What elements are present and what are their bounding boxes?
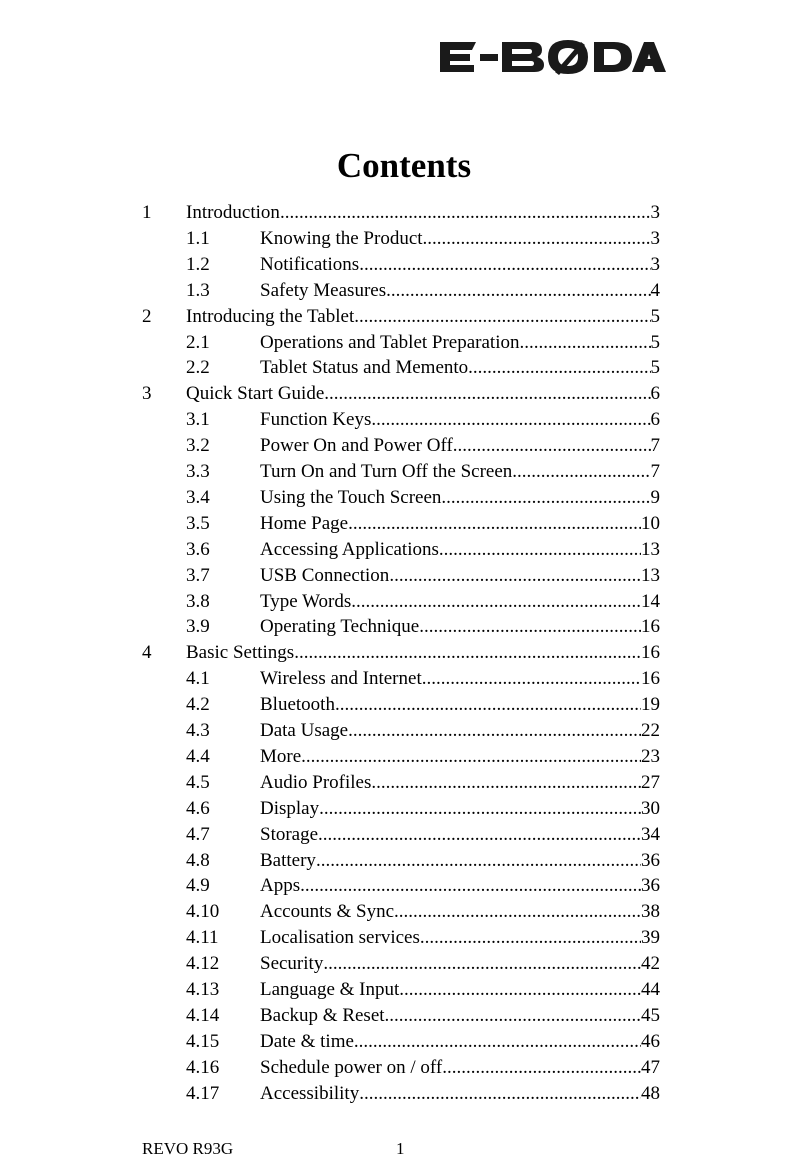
toc-entry-line bbox=[260, 873, 660, 899]
toc-entry[interactable] bbox=[0, 537, 808, 563]
toc-entry-page: 45 bbox=[641, 1005, 660, 1026]
toc-entry[interactable] bbox=[0, 640, 808, 666]
toc-entry[interactable] bbox=[0, 899, 808, 925]
toc-entry-line bbox=[260, 589, 660, 615]
toc-leader-dots bbox=[354, 1029, 641, 1055]
toc-leader-dots bbox=[348, 718, 641, 744]
toc-entry-number: 1.1 bbox=[186, 228, 210, 249]
toc-entry-page: 16 bbox=[641, 668, 660, 689]
toc-leader-dots bbox=[294, 640, 641, 666]
toc-entry-page: 38 bbox=[641, 901, 660, 922]
toc-entry[interactable] bbox=[0, 1029, 808, 1055]
toc-entry-label: Power On and Power Off bbox=[260, 435, 453, 456]
toc-entry-label: Introduction bbox=[186, 202, 280, 223]
toc-leader-dots bbox=[351, 589, 641, 615]
toc-entry[interactable] bbox=[0, 304, 808, 330]
toc-leader-dots bbox=[280, 200, 651, 226]
toc-leader-dots bbox=[399, 977, 641, 1003]
toc-entry-line bbox=[260, 355, 660, 381]
toc-entry-page: 16 bbox=[641, 642, 660, 663]
toc-leader-dots bbox=[442, 1055, 641, 1081]
toc-leader-dots bbox=[301, 744, 641, 770]
toc-entry-label: Language & Input bbox=[260, 979, 400, 1000]
toc-entry[interactable] bbox=[0, 951, 808, 977]
toc-entry-line bbox=[186, 304, 660, 330]
toc-entry-label: Audio Profiles bbox=[260, 772, 372, 793]
toc-entry-number: 4.14 bbox=[186, 1005, 220, 1026]
toc-entry-number: 4.7 bbox=[186, 824, 210, 845]
toc-entry-page: 30 bbox=[641, 798, 660, 819]
toc-entry-page: 42 bbox=[641, 953, 660, 974]
toc-entry[interactable] bbox=[0, 692, 808, 718]
toc-leader-dots bbox=[359, 1081, 641, 1107]
page-title: Contents bbox=[336, 146, 472, 185]
toc-entry-number: 4 bbox=[142, 642, 152, 663]
toc-entry-page: 3 bbox=[650, 254, 660, 275]
toc-leader-dots bbox=[389, 563, 641, 589]
toc-entry-label: Data Usage bbox=[260, 720, 349, 741]
toc-entry-label: Localisation services bbox=[260, 927, 420, 948]
toc-entry-line bbox=[260, 485, 660, 511]
toc-entry-line bbox=[260, 1055, 660, 1081]
toc-entry-line bbox=[186, 200, 660, 226]
toc-entry-label: Accounts & Sync bbox=[260, 901, 395, 922]
toc-leader-dots bbox=[324, 381, 650, 407]
toc-entry[interactable] bbox=[0, 1081, 808, 1107]
toc-entry-line bbox=[260, 822, 660, 848]
toc-entry-number: 3.2 bbox=[186, 435, 210, 456]
toc-entry-number: 4.13 bbox=[186, 979, 220, 1000]
toc-entry-label: Function Keys bbox=[260, 409, 372, 430]
toc-entry-number: 4.4 bbox=[186, 746, 210, 767]
toc-entry[interactable] bbox=[0, 718, 808, 744]
toc-leader-dots bbox=[385, 1003, 641, 1029]
toc-leader-dots bbox=[420, 925, 641, 951]
toc-entry-page: 13 bbox=[641, 539, 660, 560]
toc-entry-label: Wireless and Internet bbox=[260, 668, 422, 689]
toc-entry[interactable] bbox=[0, 355, 808, 381]
toc-entry-line bbox=[186, 640, 660, 666]
toc-entry-line bbox=[260, 666, 660, 692]
toc-entry-label: Operations and Tablet Preparation bbox=[260, 332, 520, 353]
toc-leader-dots bbox=[453, 433, 651, 459]
toc-entry-page: 44 bbox=[641, 979, 660, 1000]
toc-entry-number: 4.17 bbox=[186, 1083, 220, 1104]
toc-leader-dots bbox=[354, 304, 650, 330]
toc-entry-line bbox=[260, 407, 660, 433]
toc-entry-label: USB Connection bbox=[260, 565, 390, 586]
toc-entry[interactable] bbox=[0, 666, 808, 692]
toc-entry-page: 7 bbox=[650, 435, 660, 456]
toc-entry-page: 5 bbox=[650, 332, 660, 353]
toc-entry[interactable] bbox=[0, 330, 808, 356]
toc-leader-dots bbox=[422, 666, 641, 692]
toc-entry-number: 3.7 bbox=[186, 565, 210, 586]
toc-entry-line bbox=[260, 614, 660, 640]
toc-entry[interactable] bbox=[0, 977, 808, 1003]
toc-leader-dots bbox=[300, 873, 641, 899]
toc-entry-page: 10 bbox=[641, 513, 660, 534]
toc-entry-number: 4.16 bbox=[186, 1057, 220, 1078]
toc-entry-page: 14 bbox=[641, 591, 660, 612]
toc-entry-line bbox=[260, 899, 660, 925]
toc-entry[interactable] bbox=[0, 485, 808, 511]
toc-entry-line bbox=[260, 459, 660, 485]
toc-entry-page: 6 bbox=[650, 409, 660, 430]
toc-entry-page: 36 bbox=[641, 850, 660, 871]
toc-leader-dots bbox=[386, 278, 650, 304]
toc-entry-number: 3.4 bbox=[186, 487, 210, 508]
toc-entry-label: Quick Start Guide bbox=[186, 383, 325, 404]
toc-entry-page: 48 bbox=[641, 1083, 660, 1104]
toc-entry-line bbox=[260, 563, 660, 589]
toc-entry-page: 47 bbox=[641, 1057, 660, 1078]
toc-entry[interactable] bbox=[0, 278, 808, 304]
toc-entry-number: 2.2 bbox=[186, 357, 210, 378]
toc-entry-page: 27 bbox=[641, 772, 660, 793]
toc-entry-number: 3.8 bbox=[186, 591, 210, 612]
toc-entry-label: Date & time bbox=[260, 1031, 354, 1052]
toc-leader-dots bbox=[316, 848, 641, 874]
toc-entry-page: 16 bbox=[641, 616, 660, 637]
toc-entry[interactable] bbox=[0, 407, 808, 433]
toc-entry-line bbox=[260, 925, 660, 951]
toc-leader-dots bbox=[512, 459, 650, 485]
toc-entry[interactable] bbox=[0, 925, 808, 951]
toc-entry-line bbox=[260, 951, 660, 977]
toc-entry-number: 4.3 bbox=[186, 720, 210, 741]
toc-entry-number: 4.2 bbox=[186, 694, 210, 715]
toc-entry-number: 4.5 bbox=[186, 772, 210, 793]
toc-leader-dots bbox=[371, 407, 650, 433]
toc-entry-line bbox=[260, 718, 660, 744]
brand-logo bbox=[440, 36, 666, 78]
toc-entry[interactable] bbox=[0, 744, 808, 770]
toc-leader-dots bbox=[323, 951, 641, 977]
toc-leader-dots bbox=[371, 770, 641, 796]
toc-entry-label: Backup & Reset bbox=[260, 1005, 385, 1026]
toc-entry-label: Basic Settings bbox=[186, 642, 295, 663]
toc-leader-dots bbox=[348, 511, 641, 537]
toc-entry-label: Operating Technique bbox=[260, 616, 420, 637]
toc-entry-label: Using the Touch Screen bbox=[260, 487, 442, 508]
toc-entry-line bbox=[260, 1003, 660, 1029]
toc-entry[interactable] bbox=[0, 226, 808, 252]
toc-entry[interactable] bbox=[0, 614, 808, 640]
toc-entry-number: 4.1 bbox=[186, 668, 210, 689]
toc-entry-number: 1.2 bbox=[186, 254, 210, 275]
toc-entry-number: 3 bbox=[142, 383, 152, 404]
toc-entry-line bbox=[186, 381, 660, 407]
toc-entry-label: Safety Measures bbox=[260, 280, 387, 301]
toc-entry-number: 4.8 bbox=[186, 850, 210, 871]
toc-leader-dots bbox=[394, 899, 641, 925]
toc-entry-page: 5 bbox=[650, 306, 660, 327]
toc-leader-dots bbox=[359, 252, 650, 278]
toc-entry-page: 3 bbox=[650, 202, 660, 223]
toc-entry-page: 5 bbox=[650, 357, 660, 378]
toc-entry-page: 23 bbox=[641, 746, 660, 767]
toc-entry-page: 34 bbox=[641, 824, 660, 845]
toc-entry-number: 4.11 bbox=[186, 927, 219, 948]
toc-entry[interactable] bbox=[0, 459, 808, 485]
toc-leader-dots bbox=[441, 485, 650, 511]
toc-entry-page: 36 bbox=[641, 875, 660, 896]
toc-entry[interactable] bbox=[0, 796, 808, 822]
toc-entry[interactable] bbox=[0, 381, 808, 407]
toc-entry-number: 3.9 bbox=[186, 616, 210, 637]
toc-entry-number: 3.3 bbox=[186, 461, 210, 482]
toc-entry-number: 3.1 bbox=[186, 409, 210, 430]
toc-entry-label: Accessing Applications bbox=[260, 539, 439, 560]
toc-entry-line bbox=[260, 511, 660, 537]
toc-entry-number: 2.1 bbox=[186, 332, 210, 353]
toc-entry-page: 9 bbox=[650, 487, 660, 508]
toc-entry-line bbox=[260, 330, 660, 356]
toc-leader-dots bbox=[520, 330, 651, 356]
toc-entry-page: 3 bbox=[650, 228, 660, 249]
toc-entry-number: 3.6 bbox=[186, 539, 210, 560]
toc-entry[interactable] bbox=[0, 252, 808, 278]
toc-entry[interactable] bbox=[0, 511, 808, 537]
toc-entry-label: Accessibility bbox=[260, 1083, 360, 1104]
toc-entry-label: Storage bbox=[260, 824, 319, 845]
toc-entry[interactable] bbox=[0, 770, 808, 796]
toc-entry[interactable] bbox=[0, 848, 808, 874]
toc-entry-page: 4 bbox=[650, 280, 660, 301]
toc-entry[interactable] bbox=[0, 1055, 808, 1081]
toc-entry-line bbox=[260, 848, 660, 874]
toc-entry[interactable] bbox=[0, 1003, 808, 1029]
toc-entry-label: Type Words bbox=[260, 591, 352, 612]
toc-entry-line bbox=[260, 278, 660, 304]
footer-model: REVO R93G bbox=[142, 1139, 234, 1158]
toc-leader-dots bbox=[335, 692, 641, 718]
toc-entry-line bbox=[260, 1081, 660, 1107]
toc-leader-dots bbox=[318, 822, 641, 848]
toc-entry-label: Introducing the Tablet bbox=[186, 306, 355, 327]
footer-page-number: 1 bbox=[396, 1139, 405, 1158]
toc-entry-page: 46 bbox=[641, 1031, 660, 1052]
toc-entry-line bbox=[260, 226, 660, 252]
toc-leader-dots bbox=[419, 614, 641, 640]
toc-entry-label: Tablet Status and Memento bbox=[260, 357, 469, 378]
toc-entry-number: 4.6 bbox=[186, 798, 210, 819]
toc-entry[interactable] bbox=[0, 589, 808, 615]
toc-leader-dots bbox=[468, 355, 650, 381]
toc-entry-page: 22 bbox=[641, 720, 660, 741]
toc-entry-number: 1 bbox=[142, 202, 152, 223]
toc-entry-line bbox=[260, 744, 660, 770]
toc-entry-line bbox=[260, 252, 660, 278]
toc-entry-page: 6 bbox=[650, 383, 660, 404]
toc-entry-label: More bbox=[260, 746, 302, 767]
toc-entry-page: 13 bbox=[641, 565, 660, 586]
toc-entry-page: 19 bbox=[641, 694, 660, 715]
toc-leader-dots bbox=[439, 537, 641, 563]
toc-entry-line bbox=[260, 433, 660, 459]
toc-leader-dots bbox=[423, 226, 651, 252]
toc-entry-number: 2 bbox=[142, 306, 152, 327]
toc-entry-line bbox=[260, 537, 660, 563]
toc-entry-label: Home Page bbox=[260, 513, 349, 534]
toc-entry-label: Security bbox=[260, 953, 324, 974]
toc-entry[interactable] bbox=[0, 873, 808, 899]
toc-entry-label: Apps bbox=[260, 875, 301, 896]
toc-entry-label: Display bbox=[260, 798, 320, 819]
toc-entry-label: Schedule power on / off bbox=[260, 1057, 443, 1078]
toc-entry[interactable] bbox=[0, 200, 808, 226]
toc-entry-page: 7 bbox=[650, 461, 660, 482]
toc-entry-line bbox=[260, 692, 660, 718]
toc-entry[interactable] bbox=[0, 433, 808, 459]
toc-entry-page: 39 bbox=[641, 927, 660, 948]
toc-entry-line bbox=[260, 770, 660, 796]
toc-entry-number: 4.15 bbox=[186, 1031, 220, 1052]
toc-entry-number: 4.9 bbox=[186, 875, 210, 896]
toc-entry[interactable] bbox=[0, 563, 808, 589]
toc-entry-label: Knowing the Product bbox=[260, 228, 423, 249]
toc-entry-line bbox=[260, 977, 660, 1003]
toc-entry-label: Turn On and Turn Off the Screen bbox=[260, 461, 513, 482]
toc-entry-line bbox=[260, 796, 660, 822]
toc-entry-label: Notifications bbox=[260, 254, 360, 275]
toc-entry-label: Battery bbox=[260, 850, 316, 871]
toc-entry-number: 1.3 bbox=[186, 280, 210, 301]
toc-entry-number: 4.10 bbox=[186, 901, 220, 922]
toc-entry-number: 4.12 bbox=[186, 953, 220, 974]
toc-entry-line bbox=[260, 1029, 660, 1055]
toc-entry-number: 3.5 bbox=[186, 513, 210, 534]
toc-entry[interactable] bbox=[0, 822, 808, 848]
toc-entry-label: Bluetooth bbox=[260, 694, 335, 715]
toc-leader-dots bbox=[319, 796, 641, 822]
